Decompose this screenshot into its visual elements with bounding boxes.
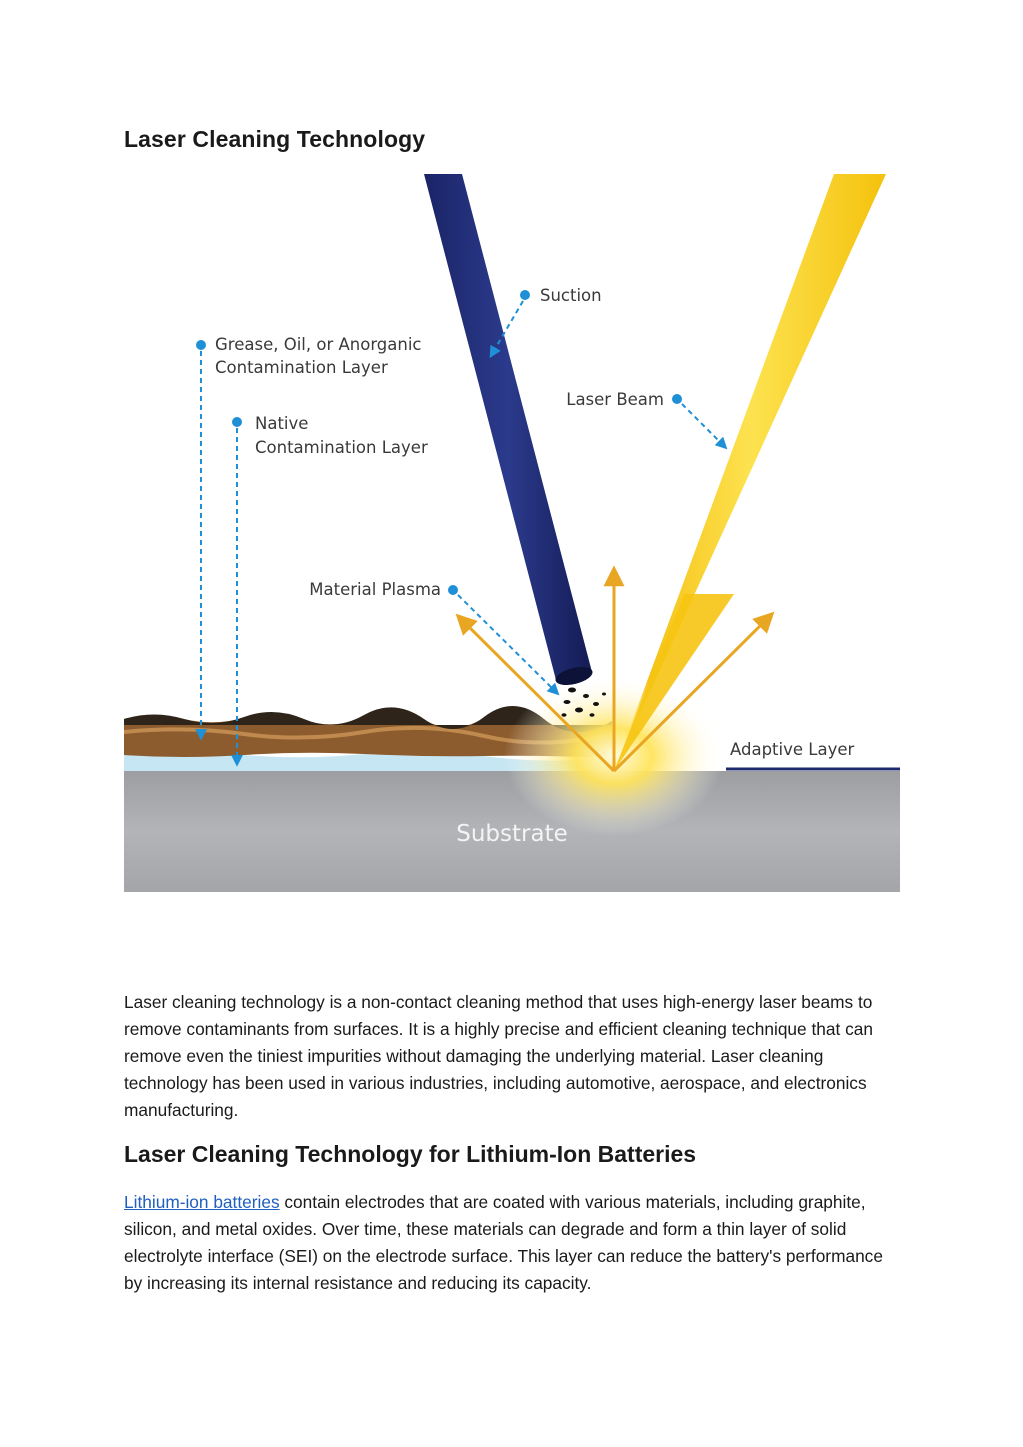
- lithium-ion-batteries-link[interactable]: Lithium-ion batteries: [124, 1192, 280, 1212]
- substrate-label: Substrate: [456, 821, 568, 847]
- intro-paragraph: Laser cleaning technology is a non-contact cleaning method that uses high-energy laser beams to remove contaminants from surfaces. It is a highly precise and efficient cleaning technique that can remove even the tiniest impurities without damaging the underlying material. Laser cleaning technology has been used in various industries, including automotive, aerospace, and electronics manufacturing.: [124, 992, 873, 1120]
- native-label-line1: Native: [255, 414, 309, 433]
- native-label-line2: Contamination Layer: [255, 438, 428, 457]
- callout-laser-beam: [566, 390, 724, 446]
- laser-beam-label: Laser Beam: [566, 390, 664, 409]
- grease-label-line1: Grease, Oil, or Anorganic: [215, 335, 422, 354]
- grease-label-line2: Contamination Layer: [215, 358, 388, 377]
- section-heading: Laser Cleaning Technology for Lithium-Ion Batteries: [124, 1141, 697, 1167]
- page-title: Laser Cleaning Technology: [124, 126, 426, 152]
- battery-paragraph-text: contain electrodes that are coated with various materials, including graphite, silicon, and metal oxides. Over time, these materials can degrade and form a thin layer of solid electrolyte interface (SEI) on the electrode surface. This layer can reduce the battery's performance by increasing its internal resistance and reducing its capacity.: [124, 1192, 883, 1293]
- callout-grease-layer: [196, 335, 422, 736]
- battery-paragraph: [124, 1189, 900, 1297]
- suction-tube: [424, 174, 594, 688]
- material-plasma-label: Material Plasma: [309, 580, 441, 599]
- callout-suction: [492, 286, 602, 354]
- adaptive-layer-label: Adaptive Layer: [730, 740, 855, 759]
- suction-label: Suction: [540, 286, 602, 305]
- laser-cleaning-diagram: [124, 174, 900, 892]
